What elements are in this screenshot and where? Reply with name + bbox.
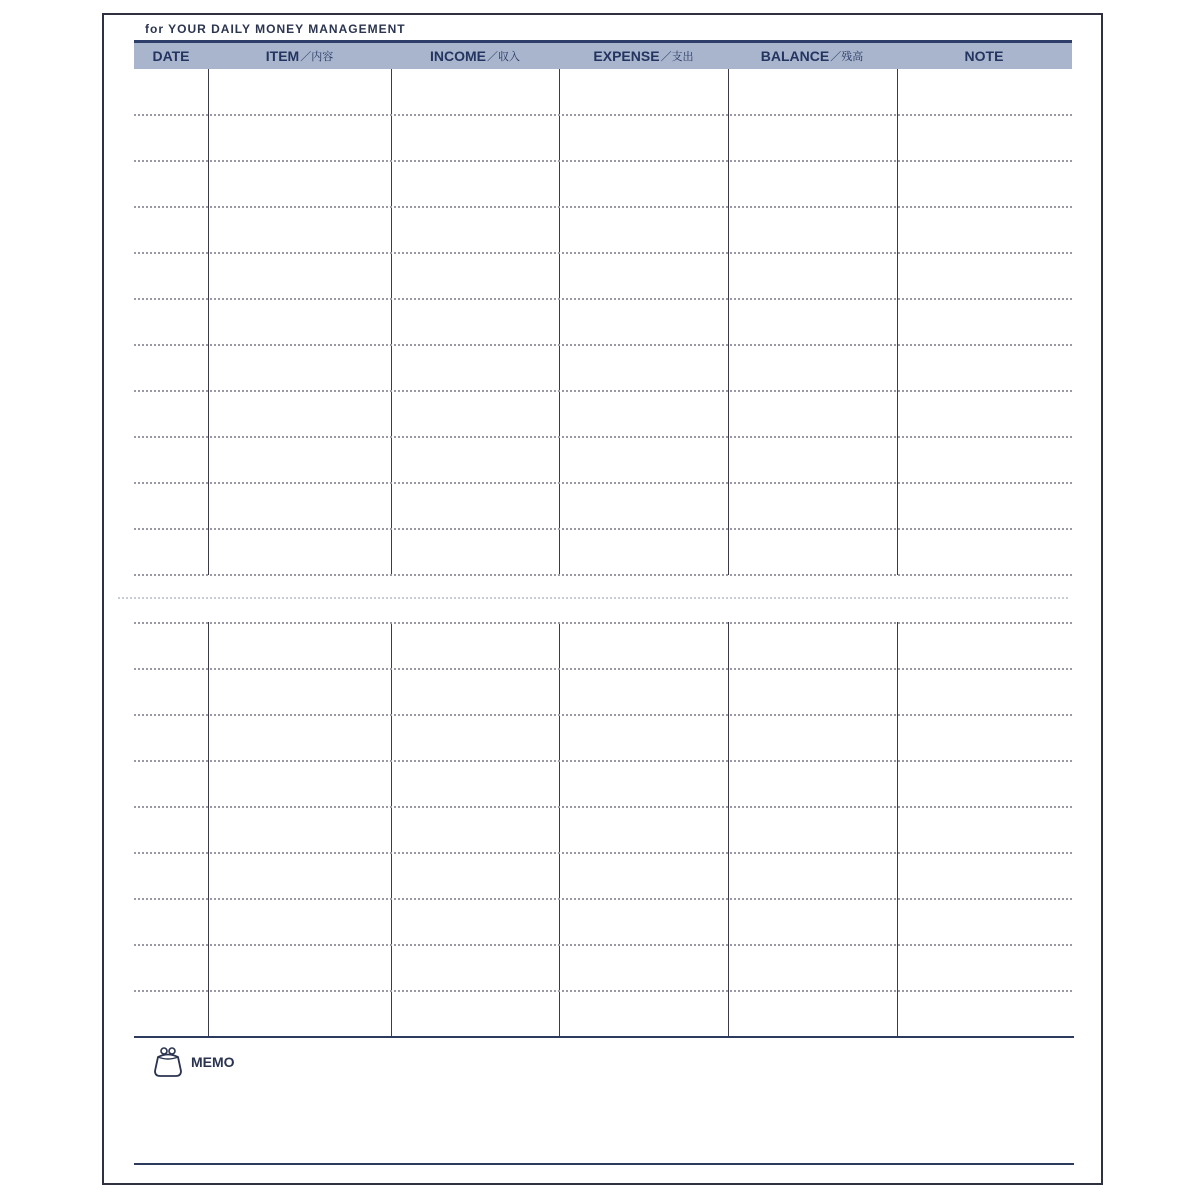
dotted-row-line [134, 760, 1072, 762]
column-divider-upper [391, 69, 392, 575]
column-divider-upper [897, 69, 898, 575]
memo-section [151, 1045, 235, 1079]
header-date [134, 43, 208, 69]
dotted-row-line [134, 298, 1072, 300]
header-item-label: ITEM [265, 48, 300, 64]
dotted-row-line [134, 482, 1072, 484]
dotted-row-line [134, 944, 1072, 946]
header-item-jp: ／内容 [300, 51, 334, 63]
memo-label: MEMO [191, 1054, 235, 1070]
header-income-label: INCOME [430, 48, 486, 64]
dotted-row-line [134, 206, 1072, 208]
dotted-row-line [134, 390, 1072, 392]
column-divider-lower [559, 622, 560, 1037]
dotted-row-line [134, 160, 1072, 162]
header-income-jp: ／収入 [487, 51, 520, 63]
header-balance [728, 43, 896, 69]
column-divider-upper [208, 69, 209, 575]
dotted-row-line [134, 436, 1072, 438]
dotted-row-line [134, 344, 1072, 346]
dotted-row-line [134, 852, 1072, 854]
table-bottom-rule [134, 1036, 1074, 1038]
header-balance-jp: ／残高 [830, 51, 864, 63]
header-balance-label: BALANCE [760, 48, 830, 64]
dotted-row-line [134, 574, 1072, 576]
column-divider-lower [391, 622, 392, 1037]
header-expense-jp: ／支出 [660, 51, 694, 63]
table-header [134, 40, 1072, 69]
header-income [391, 43, 559, 69]
header-item [208, 43, 391, 69]
column-divider-lower [897, 622, 898, 1037]
dotted-row-line [134, 114, 1072, 116]
fold-line [118, 597, 1068, 599]
dotted-row-line [134, 668, 1072, 670]
header-expense [559, 43, 728, 69]
dotted-row-line [134, 898, 1072, 900]
dotted-row-line [134, 714, 1072, 716]
page-subtitle: for YOUR DAILY MONEY MANAGEMENT [145, 22, 406, 36]
dotted-row-line [134, 528, 1072, 530]
ledger-sheet [102, 13, 1103, 1185]
column-divider-lower [728, 622, 729, 1037]
dotted-row-line [134, 806, 1072, 808]
column-divider-lower [208, 622, 209, 1037]
header-date-label: DATE [152, 48, 190, 64]
dotted-row-line [134, 622, 1072, 624]
column-divider-upper [559, 69, 560, 575]
column-divider-upper [728, 69, 729, 575]
coin-purse-icon [151, 1045, 185, 1079]
memo-bottom-rule [134, 1163, 1074, 1165]
dotted-row-line [134, 990, 1072, 992]
header-expense-label: EXPENSE [593, 48, 660, 64]
header-note-label: NOTE [964, 48, 1004, 64]
header-note [896, 43, 1072, 69]
dotted-row-line [134, 252, 1072, 254]
